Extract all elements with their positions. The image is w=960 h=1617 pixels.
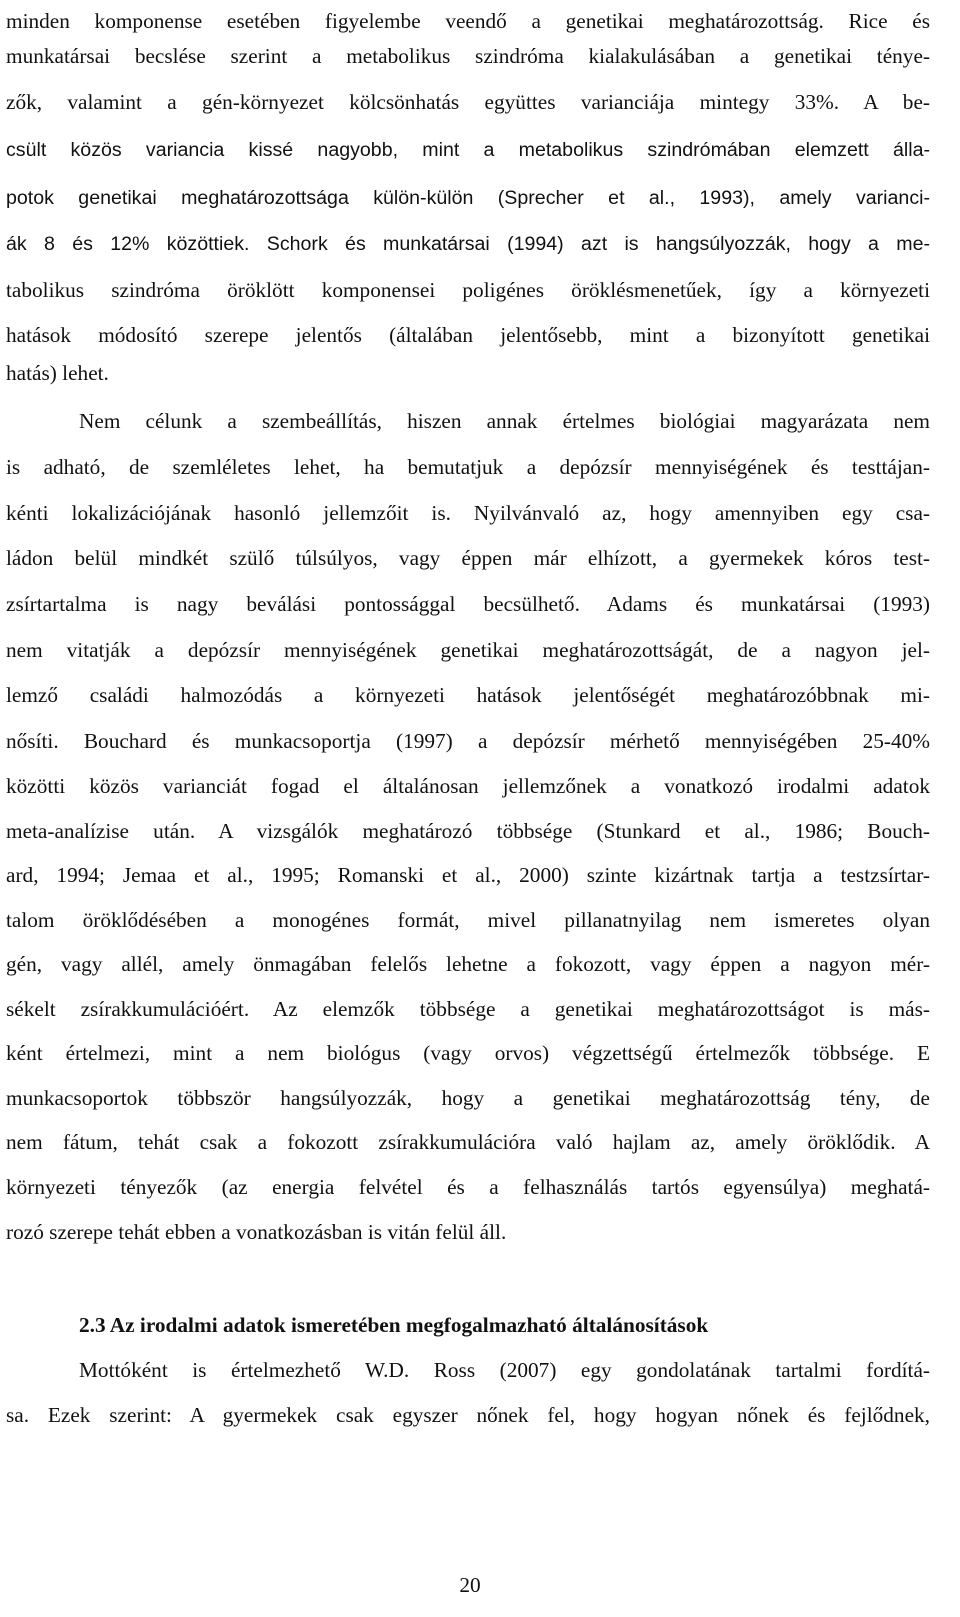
text-line-26: nem fátum, tehát csak a fokozott zsírakkumulációra való hajlam az, amely öröklődik. A xyxy=(6,1130,930,1154)
text-line-24: ként értelmezi, mint a nem biológus (vagy orvos) végzettségű értelmezők többsége. E xyxy=(6,1041,930,1065)
text-line-4: csült közös variancia kissé nagyobb, mint a metabolikus szindrómában elemzett álla- xyxy=(6,139,930,161)
page-number: 20 xyxy=(459,1573,481,1597)
text-line-25: munkacsoportok többször hangsúlyozzák, hogy a genetikai meghatározottság tény, de xyxy=(6,1086,930,1110)
text-line-11: is adható, de szemléletes lehet, ha bemutatjuk a depózsír mennyiségének és testtájan- xyxy=(6,455,930,479)
paragraph-2-first-line: Nem célunk a szembeállítás, hiszen annak értelmes biológiai magyarázata nem xyxy=(79,409,930,433)
final-paragraph-first-line: Mottóként is értelmezhető W.D. Ross (2007) egy gondolatának tartalmi fordítá- xyxy=(79,1358,930,1382)
text-line-1: minden komponense esetében figyelembe veendő a genetikai meghatározottság. Rice és xyxy=(6,9,930,33)
section-heading: 2.3 Az irodalmi adatok ismeretében megfogalmazható általánosítások xyxy=(79,1313,709,1337)
text-line-28: rozó szerepe tehát ebben a vonatkozásban is vitán felül áll. xyxy=(6,1220,507,1244)
text-line-20: ard, 1994; Jemaa et al., 1995; Romanski et al., 2000) szinte kizártnak tartja a testzsírtar- xyxy=(6,863,930,887)
text-line-14: zsírtartalma is nagy beválási pontossággal becsülhető. Adams és munkatársai (1993) xyxy=(6,592,930,616)
text-line-15: nem vitatják a depózsír mennyiségének genetikai meghatározottságát, de a nagyon jel- xyxy=(6,638,930,662)
text-line-8: hatások módosító szerepe jelentős (általában jelentősebb, mint a bizonyított genetikai xyxy=(6,323,930,347)
text-line-27: környezeti tényezők (az energia felvétel és a felhasználás tartós egyensúlya) meghatá- xyxy=(6,1175,930,1199)
text-line-16: lemző családi halmozódás a környezeti hatások jelentőségét meghatározóbbnak mi- xyxy=(6,683,930,707)
text-line-23: sékelt zsírakkumulációért. Az elemzők többsége a genetikai meghatározottságot is más- xyxy=(6,997,930,1021)
text-line-13: ládon belül mindkét szülő túlsúlyos, vagy éppen már elhízott, a gyermekek kóros test- xyxy=(6,546,930,570)
text-line-6: ák 8 és 12% közöttiek. Schork és munkatársai (1994) azt is hangsúlyozzák, hogy a me- xyxy=(6,233,930,255)
text-line-7: tabolikus szindróma öröklött komponensei poligénes öröklésmenetűek, így a környezeti xyxy=(6,278,930,302)
text-line-21: talom öröklődésében a monogénes formát, mivel pillanatnyilag nem ismeretes olyan xyxy=(6,908,930,932)
text-line-19: meta-analízise után. A vizsgálók meghatározó többsége (Stunkard et al., 1986; Bouch- xyxy=(6,819,930,843)
text-line-9: hatás) lehet. xyxy=(6,361,109,385)
text-line-12: kénti lokalizációjának hasonló jellemzőit is. Nyilvánvaló az, hogy amennyiben egy csa- xyxy=(6,501,930,525)
text-line-2: munkatársai becslése szerint a metabolikus szindróma kialakulásában a genetikai ténye- xyxy=(6,44,930,68)
text-line-18: közötti közös varianciát fogad el általánosan jellemzőnek a vonatkozó irodalmi adatok xyxy=(6,774,930,798)
text-line-5: potok genetikai meghatározottsága külön-külön (Sprecher et al., 1993), amely varianci- xyxy=(6,187,930,209)
text-line-22: gén, vagy allél, amely önmagában felelős lehetne a fokozott, vagy éppen a nagyon mér- xyxy=(6,952,930,976)
text-line-17: nősíti. Bouchard és munkacsoportja (1997) a depózsír mérhető mennyiségében 25-40% xyxy=(6,729,930,753)
final-paragraph-second-line: sa. Ezek szerint: A gyermekek csak egyszer nőnek fel, hogy hogyan nőnek és fejlődnek, xyxy=(6,1403,930,1427)
text-line-3: zők, valamint a gén-környezet kölcsönhatás együttes varianciája mintegy 33%. A be- xyxy=(6,90,930,114)
